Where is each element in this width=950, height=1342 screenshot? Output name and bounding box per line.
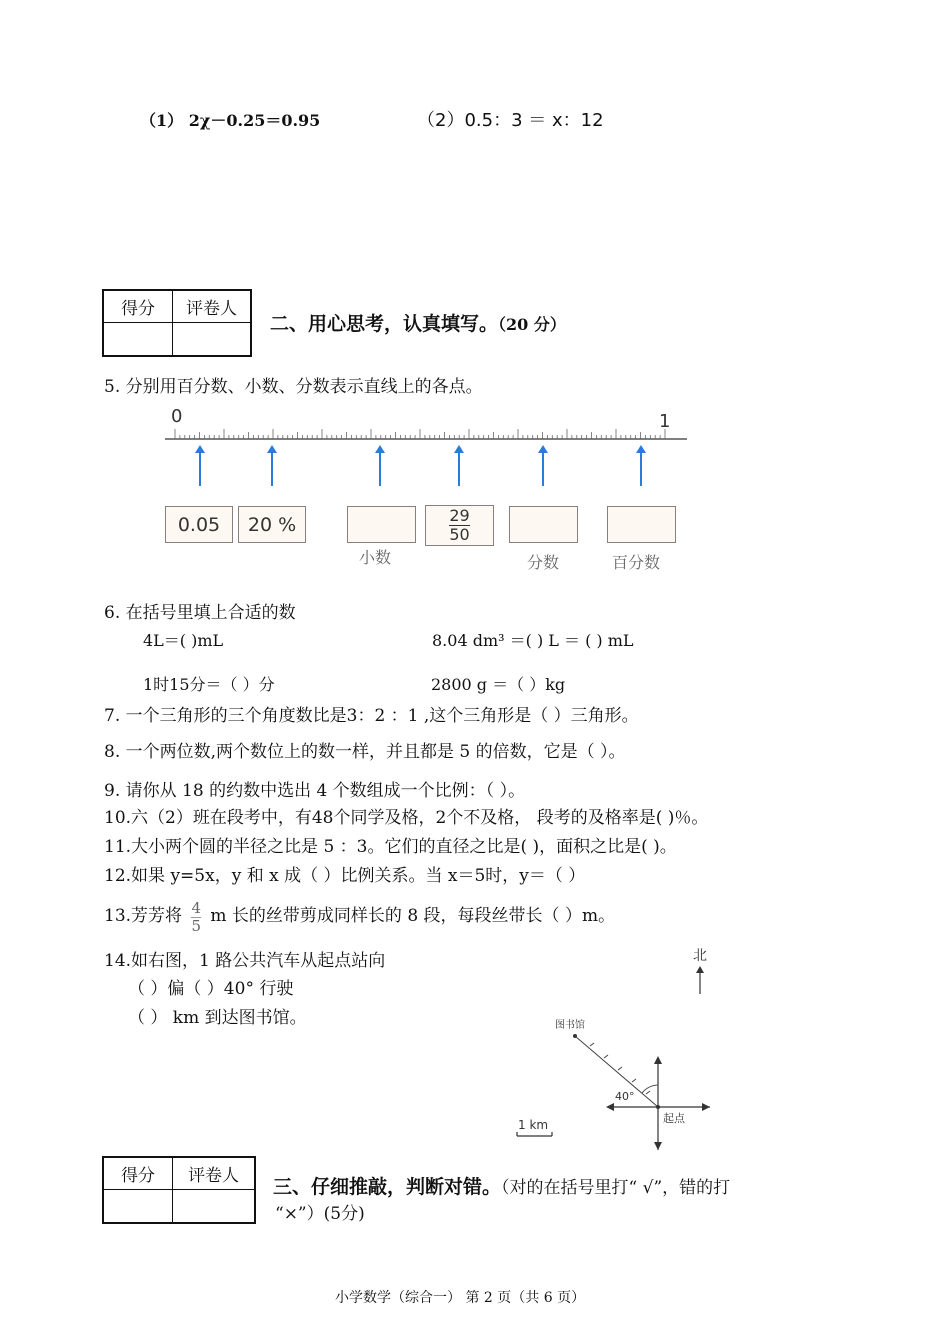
equation-2: （2）0.5：3 ＝ x：12 [417, 110, 604, 131]
answer-box-5[interactable] [509, 506, 578, 543]
question-6a: 4L＝( )mL [143, 631, 224, 650]
label-fraction: 分数 [527, 553, 560, 572]
score-header-2: 得分 [103, 1157, 173, 1189]
question-14-line2: （ ）偏（ ）40° 行驶 [128, 979, 294, 999]
answer-box-fraction [425, 505, 494, 546]
section-2-points: （20 分） [498, 315, 566, 334]
question-9: 9. 请你从 18 的约数中选出 4 个数组成一个比例：（ ）。 [104, 781, 526, 801]
answer-box-6[interactable] [607, 506, 676, 543]
question-13-prefix: 13.芳芳将 [104, 906, 183, 926]
question-8: 8. 一个两位数,两个数位上的数一样，并且都是 5 的倍数，它是（ ）。 [104, 742, 626, 762]
page-footer: 小学数学（综合一） 第 2 页（共 6 页） [335, 1290, 586, 1306]
question-5: 5. 分别用百分数、小数、分数表示直线上的各点。 [104, 377, 483, 397]
number-line [160, 400, 700, 495]
question-6: 6. 在括号里填上合适的数 [104, 603, 296, 623]
section-3-heading [273, 1172, 730, 1199]
section-3-note-2: “×”）(5分) [275, 1204, 365, 1224]
start-label: 起点 [663, 1112, 685, 1125]
scale-label: 1 km [518, 1118, 549, 1132]
library-label: 图书馆 [555, 1020, 585, 1031]
question-13-suffix: m 长的丝带剪成同样长的 8 段，每段丝带长（ ）m。 [210, 906, 616, 926]
label-percent: 百分数 [612, 553, 661, 572]
question-6d: 2800 g ＝（ ）kg [431, 675, 566, 694]
section-3-note-1: （对的在括号里打“ √”，错的打 [501, 1178, 731, 1198]
question-11: 11.大小两个圆的半径之比是 5 ：3。它们的直径之比是( )，面积之比是( )。 [104, 837, 677, 857]
number-line-zero: 0 [171, 406, 183, 427]
question-13 [104, 900, 615, 933]
score-cell-2[interactable] [103, 1189, 173, 1223]
section-2-heading [270, 309, 566, 336]
q13-numerator: 4 [191, 899, 201, 917]
start-point [656, 1105, 660, 1109]
score-table [102, 289, 252, 357]
angle-arc [642, 1085, 658, 1093]
question-12: 12.如果 y=5x，y 和 x 成（ ）比例关系。当 x＝5时，y＝（ ） [104, 866, 586, 886]
reviewer-header-2: 评卷人 [173, 1157, 256, 1189]
label-decimal: 小数 [359, 548, 392, 567]
score-header: 得分 [103, 290, 173, 322]
answer-box-2: 20 % [238, 506, 306, 543]
section-3-title: 三、仔细推敲，判断对错。 [273, 1176, 502, 1198]
angle-label: 40° [615, 1090, 635, 1103]
section-2-title: 二、用心思考，认真填写。 [270, 313, 499, 335]
equation-1: （1） 2χ－0.25＝0.95 [140, 111, 321, 130]
question-10: 10.六（2）班在段考中，有48个同学及格，2个不及格， 段考的及格率是( )％。 [104, 808, 709, 828]
score-cell[interactable] [103, 322, 173, 356]
q13-denominator: 5 [191, 917, 201, 935]
number-line-one: 1 [659, 411, 671, 432]
reviewer-header: 评卷人 [173, 290, 252, 322]
question-6b: 8.04 dm³ ＝( ) L ＝ ( ) mL [432, 631, 634, 650]
fraction-numerator: 29 [449, 506, 470, 525]
direction-map [500, 940, 730, 1150]
answer-box-1: 0.05 [165, 506, 233, 543]
fraction-denominator: 50 [449, 525, 470, 544]
question-6c: 1时15分＝（ ）分 [143, 675, 275, 694]
question-14-line1: 14.如右图，1 路公共汽车从起点站向 [104, 951, 386, 971]
reviewer-cell[interactable] [173, 322, 252, 356]
score-table-2 [102, 1156, 256, 1224]
question-7: 7. 一个三角形的三个角度数比是3：2 ：1 ,这个三角形是（ ）三角形。 [104, 706, 639, 726]
reviewer-cell-2[interactable] [173, 1189, 256, 1223]
answer-box-3[interactable] [347, 506, 416, 543]
north-label: 北 [693, 948, 707, 964]
question-14-line3: （ ） km 到达图书馆。 [128, 1008, 307, 1028]
number-line-ticks [175, 429, 665, 439]
